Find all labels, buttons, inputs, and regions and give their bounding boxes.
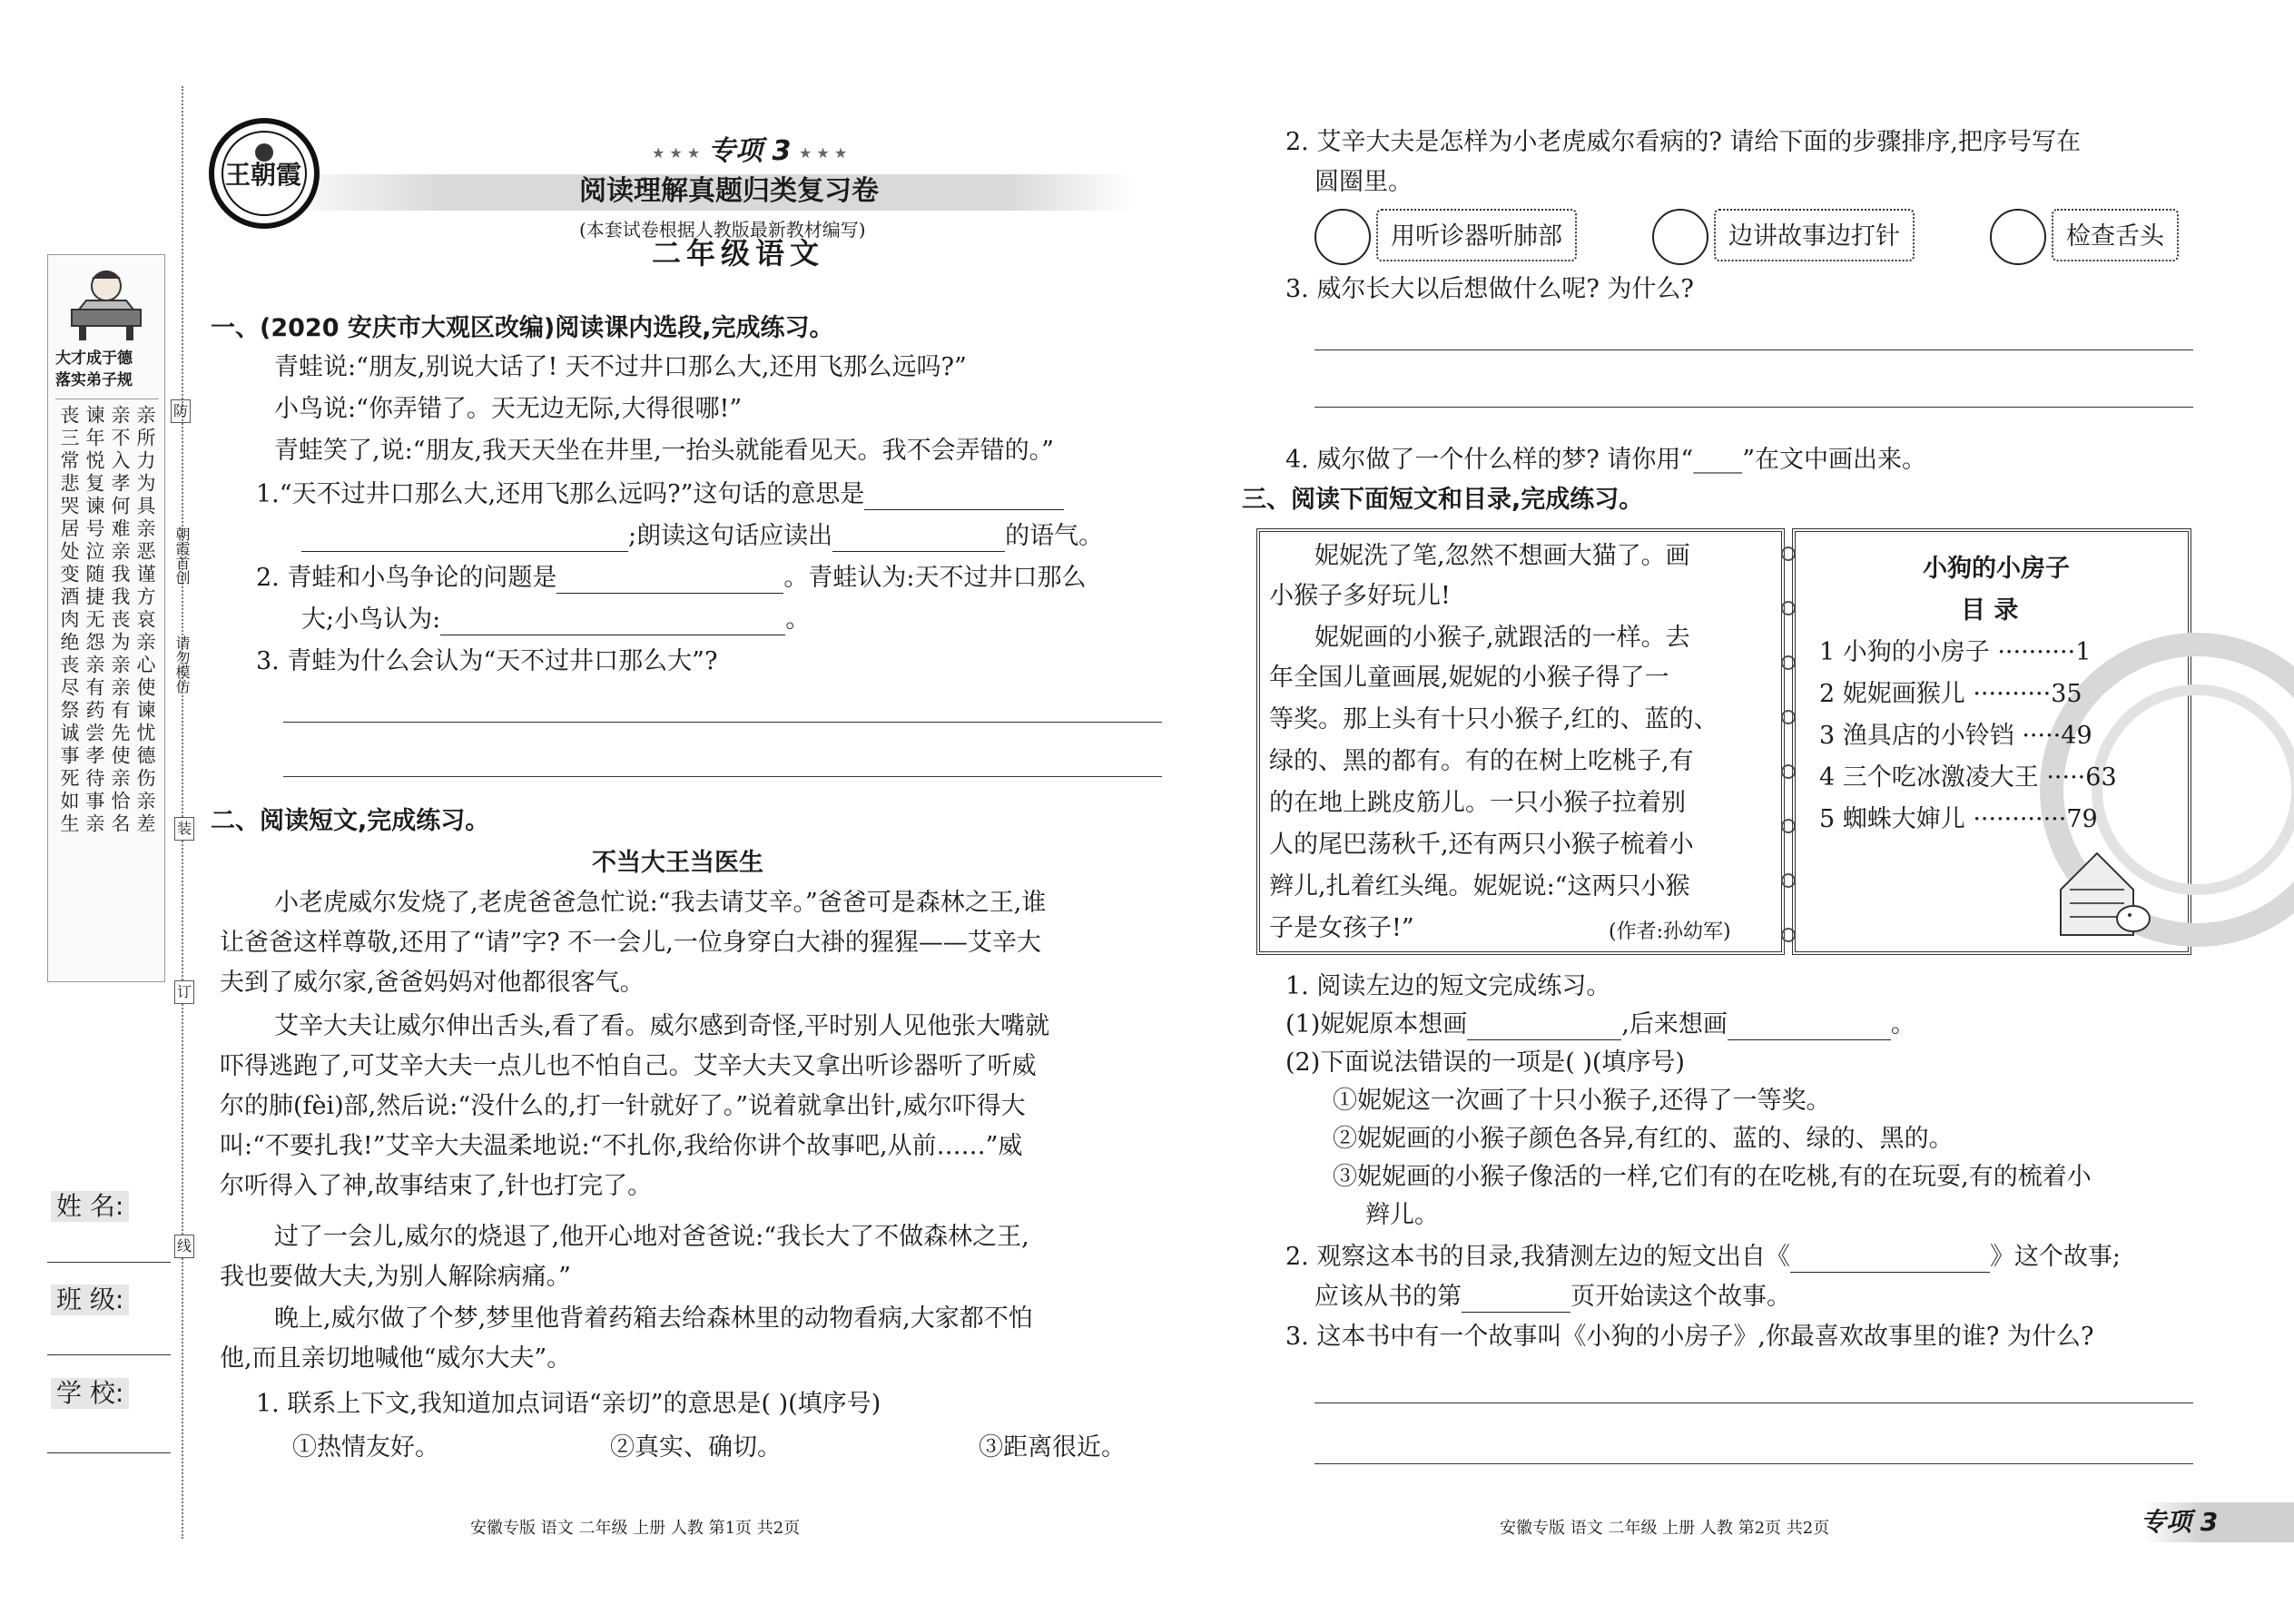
sidebar-text-columns bbox=[55, 399, 159, 944]
step-circle-1[interactable] bbox=[1314, 209, 1371, 265]
story-line-2: 让爸爸这样尊敬,还用了“请”字? 不一会儿,一位身穿白大褂的猩猩——艾辛大 bbox=[220, 929, 1041, 957]
s2-q3-answer-line-1[interactable] bbox=[1314, 349, 2193, 350]
paper-title: 阅读理解真题归类复习卷 bbox=[579, 175, 879, 207]
book-title: 小狗的小房子 bbox=[1923, 555, 2070, 583]
sidebar-motto-2: 落实弟子规 bbox=[55, 371, 133, 389]
cut-mark-1: 装 bbox=[174, 817, 194, 841]
section3-heading: 三、阅读下面短文和目录,完成练习。 bbox=[1242, 486, 1644, 514]
s1-q3-answer-line-2[interactable] bbox=[283, 776, 1162, 777]
step-box-2: 边讲故事边打针 bbox=[1714, 209, 1915, 261]
s1-q2-blank-issue[interactable] bbox=[556, 569, 783, 594]
s1-q1-line1: 1.“天不过井口那么大,还用飞那么远吗?”这句话的意思是 bbox=[256, 479, 1064, 510]
story-line-11: 晚上,威尔做了个梦,梦里他背着药箱去给森林里的动物看病,大家都不怕 bbox=[274, 1304, 1033, 1333]
toc-item-3: 3 渔具店的小铃铛 ·····49 bbox=[1819, 722, 2092, 750]
s3-q1: 1. 阅读左边的短文完成练习。 bbox=[1285, 972, 1611, 1000]
s1-p2: 小鸟说:“你弄错了。天无边无际,大得很哪!” bbox=[274, 395, 743, 423]
s3-q2-blank-story[interactable] bbox=[1790, 1248, 1990, 1273]
story-line-9: 过了一会儿,威尔的烧退了,他开心地对爸爸说:“我长大了不做森林之王, bbox=[274, 1223, 1029, 1251]
s2-q1-option-3[interactable]: ③距离很近。 bbox=[979, 1433, 1126, 1462]
name-label: 姓 名: bbox=[51, 1191, 129, 1222]
s2-q2-line2: 圆圈里。 bbox=[1314, 168, 1413, 196]
s1-q1-blank-meaning[interactable] bbox=[864, 486, 1064, 510]
s1-q2-blank-bird[interactable] bbox=[440, 611, 785, 635]
toc-item-5: 5 蜘蛛大婶儿 ············79 bbox=[1819, 805, 2098, 833]
s3-q2-line1: 2. 观察这本书的目录,我猜测左边的短文出自《 》这个故事; bbox=[1285, 1243, 2122, 1271]
s3-option-3a[interactable]: ③妮妮画的小猴子像活的一样,它们有的在吃桃,有的在玩耍,有的梳着小 bbox=[1333, 1163, 2092, 1191]
step-box-3: 检查舌头 bbox=[2052, 209, 2179, 261]
passage-line-5: 等奖。那上头有十只小猴子,红的、蓝的、 bbox=[1269, 705, 1718, 733]
binding-line bbox=[182, 86, 183, 1539]
story-line-7: 叫:“不要扎我!”艾辛大夫温柔地说:“不扎你,我给你讲个故事吧,从前……”威 bbox=[220, 1132, 1023, 1160]
cut-mark-3: 线 bbox=[174, 1235, 194, 1258]
s2-q1-option-1[interactable]: ①热情友好。 bbox=[292, 1433, 439, 1462]
s2-q4: 4. 威尔做了一个什么样的梦? 请你用“____”在文中画出来。 bbox=[1285, 446, 1927, 474]
s3-q3: 3. 这本书中有一个故事叫《小狗的小房子》,你最喜欢故事里的谁? 为什么? bbox=[1285, 1323, 2094, 1351]
story-line-5: 吓得逃跑了,可艾辛大夫一点儿也不怕自己。艾辛大夫又拿出听诊器听了听威 bbox=[220, 1052, 1037, 1080]
story-line-4: 艾辛大夫让威尔伸出舌头,看了看。威尔感到奇怪,平时别人见他张大嘴就 bbox=[274, 1012, 1050, 1040]
passage-line-10: 子是女孩子!” bbox=[1269, 914, 1414, 942]
passage-line-4: 年全国儿童画展,妮妮的小猴子得了一 bbox=[1269, 664, 1669, 692]
school-label: 学 校: bbox=[51, 1378, 129, 1409]
s3-q2-line2: 应该从书的第 页开始读这个故事。 bbox=[1314, 1283, 1791, 1311]
paper-subtitle: (本套试卷根据人教版最新教材编写) bbox=[579, 219, 866, 241]
step-circle-3[interactable] bbox=[1990, 209, 2046, 265]
toc-item-2: 2 妮妮画猴儿 ··········35 bbox=[1819, 680, 2082, 708]
story-line-12: 他,而且亲切地喊他“威尔大夫”。 bbox=[220, 1344, 572, 1373]
school-field[interactable] bbox=[47, 1452, 171, 1453]
s2-q3: 3. 威尔长大以后想做什么呢? 为什么? bbox=[1285, 275, 1694, 303]
s2-q3-answer-line-2[interactable] bbox=[1314, 407, 2193, 408]
s2-q1: 1. 联系上下文,我知道加点词语“亲切”的意思是( )(填序号) bbox=[256, 1390, 881, 1418]
story-line-8: 尔听得入了神,故事结束了,针也打完了。 bbox=[220, 1172, 653, 1200]
passage-line-7: 的在地上跳皮筋儿。一只小猴子拉着别 bbox=[1269, 789, 1686, 817]
s3-q3-answer-line-2[interactable] bbox=[1314, 1463, 2193, 1464]
sidebar-motto-1: 大才成于德 bbox=[55, 349, 133, 368]
sidebar-col-1: 丧三常悲哭居处变酒肉绝丧尽祭诚事死如生 bbox=[58, 405, 80, 836]
story-line-10: 我也要做大夫,为别人解除病痛。” bbox=[220, 1263, 571, 1291]
s3-option-2[interactable]: ②妮妮画的小猴子颜色各异,有红的、蓝的、绿的、黑的。 bbox=[1333, 1125, 1954, 1153]
s1-q2-line2: 大;小鸟认为: 。 bbox=[301, 605, 811, 634]
class-field[interactable] bbox=[47, 1354, 171, 1355]
story-line-1: 小老虎威尔发烧了,老虎爸爸急忙说:“我去请艾辛。”爸爸可是森林之王,谁 bbox=[274, 889, 1047, 917]
passage-line-3: 妮妮画的小猴子,就跟活的一样。去 bbox=[1314, 624, 1690, 652]
name-field[interactable] bbox=[47, 1262, 171, 1263]
s2-q1-option-2[interactable]: ②真实、确切。 bbox=[610, 1433, 782, 1462]
footer-right: 安徽专版 语文 二年级 上册 人教 第2页 共2页 bbox=[1500, 1519, 1830, 1538]
s1-p1: 青蛙说:“朋友,别说大话了! 天不过井口那么大,还用飞那么远吗?” bbox=[274, 353, 967, 381]
footer-left: 安徽专版 语文 二年级 上册 人教 第1页 共2页 bbox=[470, 1519, 801, 1538]
s1-p3: 青蛙笑了,说:“朋友,我天天坐在井里,一抬头就能看见天。我不会弄错的。” bbox=[274, 437, 1054, 465]
s2-q2-line1: 2. 艾辛大夫是怎样为小老虎威尔看病的? 请给下面的步骤排序,把序号写在 bbox=[1285, 128, 2081, 156]
passage-line-9: 辫儿,扎着红头绳。妮妮说:“这两只小猴 bbox=[1269, 872, 1690, 901]
s3-q1-blank-original[interactable] bbox=[1467, 1016, 1621, 1040]
sidebar-col-2: 谏年悦复谏号泣随捷无怨亲有药尝孝待事亲 bbox=[84, 405, 105, 836]
s3-option-3b: 辫儿。 bbox=[1365, 1201, 1439, 1229]
class-label: 班 级: bbox=[51, 1284, 129, 1315]
toc-item-1: 1 小狗的小房子 ··········1 bbox=[1819, 638, 2092, 666]
section2-heading: 二、阅读短文,完成练习。 bbox=[211, 807, 490, 835]
s1-q1-blank-tone[interactable] bbox=[832, 527, 1005, 552]
grade-subject: 二年级语文 bbox=[652, 236, 825, 271]
series-stars-right: ★ ★ ★ bbox=[799, 144, 848, 162]
story-line-3: 夫到了威尔家,爸爸妈妈对他都很客气。 bbox=[220, 969, 645, 997]
step-box-1: 用听诊器听肺部 bbox=[1376, 209, 1577, 261]
s3-q1-2: (2)下面说法错误的一项是( )(填序号) bbox=[1285, 1048, 1685, 1077]
dog-house-illustration bbox=[2043, 835, 2161, 944]
s3-q1-1: (1)妮妮原本想画 ,后来想画 。 bbox=[1285, 1010, 1915, 1038]
sidebar-panel bbox=[47, 254, 165, 982]
s1-q2-line1: 2. 青蛙和小鸟争论的问题是 。青蛙认为:天不过井口那么 bbox=[256, 564, 1087, 592]
scholar-illustration bbox=[55, 262, 157, 344]
s3-q2-blank-page[interactable] bbox=[1462, 1288, 1570, 1313]
passage-author: (作者:孙幼军) bbox=[1609, 920, 1731, 943]
s1-q3-answer-line-1[interactable] bbox=[283, 722, 1162, 723]
story-title: 不当大王当医生 bbox=[592, 849, 763, 877]
s1-q3: 3. 青蛙为什么会认为“天不过井口那么大”? bbox=[256, 647, 718, 675]
passage-line-1: 妮妮洗了笔,忽然不想画大猫了。画 bbox=[1314, 542, 1690, 570]
step-circle-2[interactable] bbox=[1652, 209, 1708, 265]
cut-mark-2: 订 bbox=[174, 980, 194, 1004]
section1-heading: 一、(2020 安庆市大观区改编)阅读课内选段,完成练习。 bbox=[211, 314, 834, 342]
toc-title: 目 录 bbox=[1961, 596, 2019, 625]
s3-option-1[interactable]: ①妮妮这一次画了十只小猴子,还得了一等奖。 bbox=[1333, 1087, 1831, 1115]
guard-label: 防 bbox=[171, 399, 191, 423]
guard-text-2: 请勿模仿 bbox=[173, 635, 191, 694]
passage-line-8: 人的尾巴荡秋千,还有两只小猴子梳着小 bbox=[1269, 831, 1694, 859]
passage-line-2: 小猴子多好玩儿! bbox=[1269, 582, 1451, 610]
footer-tab: 专项 3 bbox=[2141, 1507, 2219, 1537]
toc-item-4: 4 三个吃冰激凌大王 ·····63 bbox=[1819, 763, 2117, 792]
guard-text-1: 朝霞首创 bbox=[173, 527, 191, 585]
s3-q1-blank-later[interactable] bbox=[1728, 1016, 1891, 1040]
series-badge: 专项 3 bbox=[708, 135, 792, 167]
story-line-6: 尔的肺(fèi)部,然后说:“没什么的,打一针就好了。”说着就拿出针,威尔吓得大 bbox=[220, 1092, 1026, 1120]
sidebar-col-4: 亲所力为具亲恶谨方哀亲心使谏忧德伤亲差 bbox=[134, 405, 156, 836]
s1-q1-blank-meaning-cont[interactable] bbox=[301, 527, 628, 552]
logo-text: 王朝霞 bbox=[225, 160, 302, 190]
s1-q1-line2: ;朗读这句话应读出 的语气。 bbox=[301, 521, 1103, 552]
passage-line-6: 绿的、黑的都有。有的在树上吃桃子,有 bbox=[1269, 747, 1694, 775]
series-stars-left: ★ ★ ★ bbox=[652, 144, 701, 162]
sidebar-col-3: 亲不入孝何难亲我我丧为亲亲有先使亲恰名 bbox=[109, 405, 131, 836]
